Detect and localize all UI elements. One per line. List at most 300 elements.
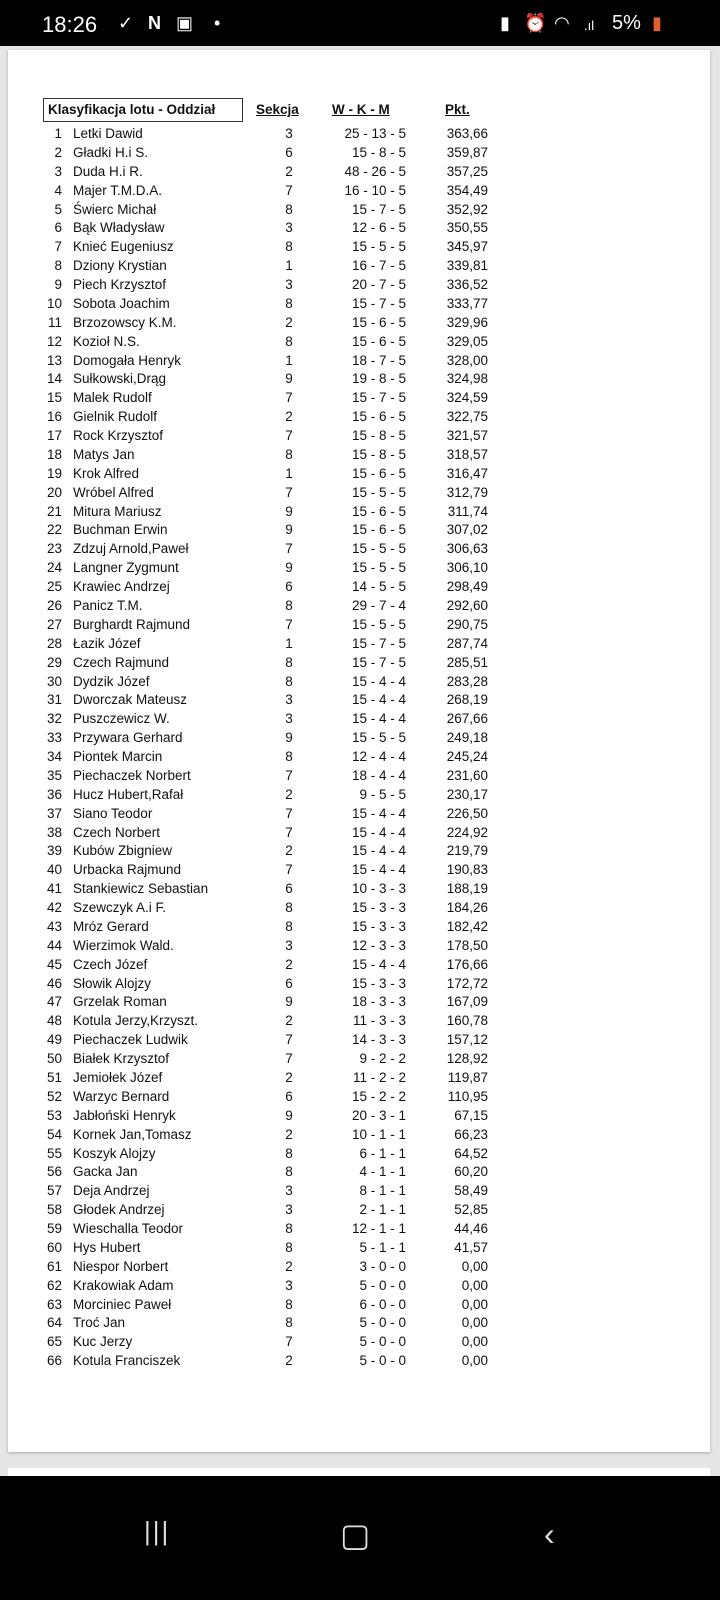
cell-wkm: 15 - 4 - 4 <box>351 673 406 689</box>
cell-name: Kuc Jerzy <box>73 1334 133 1350</box>
cell-wkm: 20 - 3 - 1 <box>351 1107 406 1123</box>
cell-name: Brzozowscy K.M. <box>73 314 177 330</box>
cell-rank: 46 <box>46 975 62 991</box>
table-row <box>8 277 710 296</box>
cell-sekcja: 9 <box>285 371 293 387</box>
cell-points: 267,66 <box>446 711 488 727</box>
cell-name: Piontek Marcin <box>73 749 163 765</box>
table-row <box>8 1183 710 1202</box>
cell-sekcja: 2 <box>285 409 293 425</box>
cell-points: 345,97 <box>446 239 488 255</box>
cell-rank: 36 <box>46 786 62 802</box>
cell-rank: 62 <box>46 1277 62 1293</box>
table-row <box>8 957 710 976</box>
cell-wkm: 15 - 6 - 5 <box>351 465 406 481</box>
recent-apps-button[interactable]: ||| <box>144 1516 171 1546</box>
cell-sekcja: 9 <box>285 994 293 1010</box>
cell-name: Dworczak Mateusz <box>73 692 188 708</box>
cell-name: Krakowiak Adam <box>73 1277 174 1293</box>
cell-points: 306,10 <box>446 560 488 576</box>
cell-sekcja: 8 <box>285 654 293 670</box>
cell-sekcja: 1 <box>285 635 293 651</box>
cell-sekcja: 8 <box>285 295 293 311</box>
document-page <box>8 50 710 1452</box>
cell-rank: 65 <box>46 1334 62 1350</box>
cell-points: 333,77 <box>446 295 488 311</box>
cell-name: Białek Krzysztof <box>73 1051 170 1067</box>
cell-rank: 49 <box>46 1032 62 1048</box>
cell-points: 322,75 <box>446 409 488 425</box>
cell-sekcja: 8 <box>285 201 293 217</box>
table-row <box>8 1278 710 1297</box>
table-row <box>8 504 710 523</box>
cell-name: Dydzik Józef <box>73 673 150 689</box>
table-row <box>8 1164 710 1183</box>
cell-sekcja: 3 <box>285 126 293 141</box>
cell-name: Buchman Erwin <box>73 522 168 538</box>
cell-wkm: 4 - 1 - 1 <box>359 1164 406 1180</box>
cell-points: 318,57 <box>446 446 488 462</box>
cell-rank: 9 <box>54 277 62 293</box>
cell-wkm: 15 - 8 - 5 <box>351 446 406 462</box>
cell-sekcja: 6 <box>285 1088 293 1104</box>
cell-wkm: 2 - 1 - 1 <box>359 1202 406 1218</box>
table-row <box>8 1334 710 1353</box>
cell-rank: 18 <box>46 446 62 462</box>
cell-wkm: 12 - 6 - 5 <box>351 220 406 236</box>
cell-name: Kotula Jerzy,Krzyszt. <box>73 1013 199 1029</box>
table-row <box>8 1032 710 1051</box>
cell-rank: 11 <box>47 314 62 330</box>
cell-rank: 40 <box>46 862 62 878</box>
cell-points: 110,95 <box>447 1088 488 1104</box>
cell-wkm: 6 - 1 - 1 <box>359 1145 406 1161</box>
cell-rank: 47 <box>46 994 62 1010</box>
cell-wkm: 15 - 7 - 5 <box>351 201 406 217</box>
table-row <box>8 1297 710 1316</box>
cell-rank: 3 <box>54 163 62 179</box>
cell-name: Dziony Krystian <box>73 258 167 274</box>
cell-wkm: 15 - 4 - 4 <box>351 824 406 840</box>
cell-sekcja: 2 <box>285 786 293 802</box>
cell-sekcja: 8 <box>285 673 293 689</box>
table-row <box>8 239 710 258</box>
cell-rank: 13 <box>46 352 62 368</box>
cell-sekcja: 7 <box>285 182 293 198</box>
cell-wkm: 15 - 4 - 4 <box>351 862 406 878</box>
cell-sekcja: 6 <box>285 881 293 897</box>
table-row <box>8 598 710 617</box>
cell-sekcja: 7 <box>285 1334 293 1350</box>
cell-points: 329,96 <box>446 314 488 330</box>
table-row <box>8 655 710 674</box>
battery-icon: ▮ <box>652 13 662 33</box>
cell-sekcja: 8 <box>285 333 293 349</box>
cell-rank: 38 <box>46 824 62 840</box>
table-row <box>8 164 710 183</box>
alarm-icon: ⏰ <box>524 13 547 33</box>
cell-rank: 21 <box>46 503 62 519</box>
cell-wkm: 15 - 7 - 5 <box>351 390 406 406</box>
cell-name: Mitura Mariusz <box>73 503 162 519</box>
cell-wkm: 11 - 2 - 2 <box>352 1070 406 1085</box>
table-row <box>8 1240 710 1259</box>
cell-name: Czech Rajmund <box>73 654 170 670</box>
cell-rank: 34 <box>46 749 62 765</box>
cell-name: Siano Teodor <box>73 805 153 821</box>
cell-rank: 27 <box>46 616 62 632</box>
table-row <box>8 447 710 466</box>
cell-wkm: 15 - 4 - 4 <box>351 843 406 859</box>
cell-rank: 44 <box>46 937 62 953</box>
cell-name: Głodek Andrzej <box>73 1202 165 1218</box>
cell-rank: 8 <box>54 258 62 274</box>
cell-name: Piech Krzysztof <box>73 277 167 293</box>
cell-wkm: 15 - 3 - 3 <box>351 918 406 934</box>
cell-wkm: 15 - 6 - 5 <box>351 409 406 425</box>
cell-wkm: 20 - 7 - 5 <box>351 277 406 293</box>
gallery-icon: ▣ <box>176 13 194 33</box>
cell-sekcja: 8 <box>285 1296 293 1312</box>
cell-wkm: 15 - 5 - 5 <box>351 239 406 255</box>
cell-wkm: 12 - 4 - 4 <box>351 749 406 765</box>
table-row <box>8 485 710 504</box>
cell-name: Troć Jan <box>73 1315 126 1331</box>
cell-name: Kornek Jan,Tomasz <box>73 1126 192 1142</box>
table-row <box>8 1089 710 1108</box>
cell-points: 359,87 <box>446 144 488 160</box>
classification-title: Klasyfikacja lotu - Oddział <box>43 98 243 122</box>
cell-wkm: 10 - 3 - 3 <box>351 881 406 897</box>
cell-sekcja: 8 <box>285 598 293 613</box>
cell-sekcja: 9 <box>285 560 293 576</box>
cell-wkm: 15 - 8 - 5 <box>351 428 406 444</box>
cell-sekcja: 3 <box>285 1183 293 1199</box>
cell-points: 249,18 <box>446 730 488 746</box>
cell-rank: 63 <box>46 1296 62 1312</box>
cell-wkm: 14 - 5 - 5 <box>351 579 406 595</box>
cell-points: 339,81 <box>446 258 488 274</box>
cell-sekcja: 1 <box>285 465 293 481</box>
cell-points: 287,74 <box>446 635 488 651</box>
cell-wkm: 16 - 10 - 5 <box>344 182 406 198</box>
n-app-icon: N <box>148 13 161 33</box>
cell-rank: 25 <box>46 579 62 595</box>
cell-wkm: 5 - 0 - 0 <box>359 1315 406 1331</box>
cell-sekcja: 7 <box>285 862 293 878</box>
cell-points: 66,23 <box>454 1126 488 1142</box>
cell-points: 245,24 <box>446 749 488 765</box>
home-button[interactable]: ▢ <box>340 1517 371 1553</box>
cell-name: Rock Krzysztof <box>73 428 164 444</box>
cell-points: 160,78 <box>446 1013 488 1029</box>
cell-rank: 56 <box>46 1164 62 1180</box>
wifi-icon: ◠ <box>554 13 570 33</box>
cell-points: 311,74 <box>447 503 488 519</box>
header-sekcja: Sekcja <box>256 102 299 117</box>
table-row <box>8 825 710 844</box>
cell-rank: 61 <box>46 1258 62 1274</box>
cell-wkm: 18 - 7 - 5 <box>351 352 406 368</box>
table-row <box>8 843 710 862</box>
table-row <box>8 711 710 730</box>
cell-name: Bąk Władysław <box>73 220 165 236</box>
cell-points: 354,49 <box>446 182 488 198</box>
cell-sekcja: 3 <box>285 711 293 727</box>
cell-name: Świerc Michał <box>73 201 157 217</box>
table-row <box>8 560 710 579</box>
cell-wkm: 15 - 5 - 5 <box>351 484 406 500</box>
table-row <box>8 1315 710 1334</box>
cell-wkm: 8 - 1 - 1 <box>359 1183 406 1199</box>
cell-points: 41,57 <box>454 1239 488 1255</box>
cell-name: Puszczewicz W. <box>73 711 170 727</box>
cell-name: Panicz T.M. <box>73 598 143 613</box>
cell-sekcja: 7 <box>285 428 293 444</box>
cell-points: 128,92 <box>446 1051 488 1067</box>
table-row <box>8 768 710 787</box>
table-row <box>8 806 710 825</box>
cell-name: Majer T.M.D.A. <box>73 182 163 198</box>
table-row <box>8 636 710 655</box>
cell-sekcja: 3 <box>285 692 293 708</box>
cell-name: Łazik Józef <box>73 635 141 651</box>
cell-name: Jemiołek Józef <box>73 1070 163 1085</box>
cell-wkm: 15 - 7 - 5 <box>351 295 406 311</box>
cell-wkm: 15 - 5 - 5 <box>351 616 406 632</box>
table-row <box>8 1051 710 1070</box>
cell-points: 312,79 <box>446 484 488 500</box>
cell-sekcja: 9 <box>285 1107 293 1123</box>
cell-wkm: 15 - 5 - 5 <box>351 560 406 576</box>
cell-wkm: 15 - 2 - 2 <box>351 1088 406 1104</box>
table-row <box>8 371 710 390</box>
table-row <box>8 541 710 560</box>
cell-sekcja: 8 <box>285 918 293 934</box>
cell-sekcja: 1 <box>285 258 293 274</box>
cell-points: 60,20 <box>454 1164 488 1180</box>
cell-rank: 42 <box>46 900 62 916</box>
cell-points: 329,05 <box>446 333 488 349</box>
cell-points: 290,75 <box>446 616 488 632</box>
cell-name: Czech Norbert <box>73 824 161 840</box>
cell-points: 178,50 <box>446 937 488 953</box>
cell-name: Gielnik Rudolf <box>73 409 158 425</box>
cell-points: 336,52 <box>446 277 488 293</box>
cell-points: 298,49 <box>446 579 488 595</box>
cell-wkm: 48 - 26 - 5 <box>344 163 406 179</box>
cell-sekcja: 8 <box>285 1145 293 1161</box>
cell-rank: 66 <box>46 1353 62 1369</box>
cell-rank: 60 <box>46 1239 62 1255</box>
cell-wkm: 12 - 1 - 1 <box>351 1221 406 1237</box>
cell-points: 58,49 <box>454 1183 488 1199</box>
cell-rank: 59 <box>46 1221 62 1237</box>
cell-rank: 7 <box>54 239 62 255</box>
cell-sekcja: 9 <box>285 730 293 746</box>
cell-name: Grzelak Roman <box>73 994 167 1010</box>
cell-rank: 24 <box>46 560 62 576</box>
table-row <box>8 938 710 957</box>
cell-rank: 5 <box>54 201 62 217</box>
cell-points: 352,92 <box>446 201 488 217</box>
table-row <box>8 1070 710 1089</box>
cell-sekcja: 2 <box>285 163 293 179</box>
cell-wkm: 15 - 7 - 5 <box>351 635 406 651</box>
cell-rank: 1 <box>54 126 62 141</box>
cell-sekcja: 1 <box>285 352 293 368</box>
cell-sekcja: 8 <box>285 1221 293 1237</box>
cell-name: Kotula Franciszek <box>73 1353 181 1369</box>
cell-sekcja: 3 <box>285 937 293 953</box>
cell-name: Krok Alfred <box>73 465 140 481</box>
battery-percent: 5% <box>612 12 641 34</box>
table-row <box>8 730 710 749</box>
cell-rank: 57 <box>46 1183 62 1199</box>
table-row <box>8 1108 710 1127</box>
cell-points: 350,55 <box>446 220 488 236</box>
cell-sekcja: 2 <box>285 1013 293 1029</box>
dot-icon: • <box>214 13 221 33</box>
cell-rank: 41 <box>46 881 62 897</box>
table-row <box>8 1259 710 1278</box>
header-wkm: W - K - M <box>332 102 390 117</box>
cell-sekcja: 2 <box>285 956 293 972</box>
cell-name: Stankiewicz Sebastian <box>73 881 209 897</box>
cell-name: Wierzimok Wald. <box>73 937 174 953</box>
table-row <box>8 787 710 806</box>
cell-sekcja: 7 <box>285 1032 293 1048</box>
cell-wkm: 15 - 3 - 3 <box>351 975 406 991</box>
cell-rank: 19 <box>46 465 62 481</box>
table-row <box>8 315 710 334</box>
cell-sekcja: 2 <box>285 1353 293 1369</box>
back-button[interactable]: ‹ <box>544 1516 555 1552</box>
cell-name: Przywara Gerhard <box>73 730 183 746</box>
table-row <box>8 617 710 636</box>
cell-wkm: 18 - 3 - 3 <box>351 994 406 1010</box>
cell-rank: 55 <box>46 1145 62 1161</box>
cell-points: 157,12 <box>446 1032 488 1048</box>
cell-sekcja: 8 <box>285 1239 293 1255</box>
cell-sekcja: 3 <box>285 220 293 236</box>
cell-wkm: 16 - 7 - 5 <box>351 258 406 274</box>
cell-wkm: 5 - 0 - 0 <box>359 1334 406 1350</box>
cell-name: Matys Jan <box>73 446 135 462</box>
cell-name: Hys Hubert <box>73 1239 141 1255</box>
cell-rank: 31 <box>46 692 62 708</box>
cell-points: 306,63 <box>446 541 488 557</box>
cell-points: 64,52 <box>454 1145 488 1161</box>
header-pkt: Pkt. <box>445 102 470 117</box>
cell-sekcja: 7 <box>285 484 293 500</box>
cell-points: 226,50 <box>446 805 488 821</box>
table-row <box>8 183 710 202</box>
cell-sekcja: 8 <box>285 239 293 255</box>
cell-wkm: 5 - 1 - 1 <box>359 1239 406 1255</box>
cell-wkm: 15 - 6 - 5 <box>351 503 406 519</box>
table-row <box>8 258 710 277</box>
cell-name: Knieć Eugeniusz <box>73 239 174 255</box>
cell-points: 0,00 <box>461 1258 488 1274</box>
table-row <box>8 1221 710 1240</box>
cell-points: 292,60 <box>446 598 488 613</box>
cell-rank: 37 <box>46 805 62 821</box>
cell-wkm: 9 - 5 - 5 <box>359 786 406 802</box>
status-bar <box>0 0 720 46</box>
cell-wkm: 3 - 0 - 0 <box>359 1258 406 1274</box>
signal-icon: .ıl <box>584 18 595 33</box>
cell-points: 0,00 <box>461 1296 488 1312</box>
cell-sekcja: 2 <box>285 314 293 330</box>
cell-points: 188,19 <box>446 881 488 897</box>
cell-sekcja: 3 <box>285 1277 293 1293</box>
cell-wkm: 15 - 5 - 5 <box>351 730 406 746</box>
cell-name: Wieschalla Teodor <box>73 1221 184 1237</box>
cell-points: 52,85 <box>454 1202 488 1218</box>
cell-points: 182,42 <box>446 918 488 934</box>
cell-points: 357,25 <box>446 163 488 179</box>
cell-wkm: 6 - 0 - 0 <box>359 1296 406 1312</box>
cell-rank: 48 <box>46 1013 62 1029</box>
table-row <box>8 919 710 938</box>
table-row <box>8 692 710 711</box>
cell-rank: 50 <box>46 1051 62 1067</box>
cell-sekcja: 8 <box>285 1164 293 1180</box>
cell-sekcja: 6 <box>285 975 293 991</box>
cell-sekcja: 2 <box>285 1126 293 1142</box>
table-row <box>8 749 710 768</box>
cell-name: Piechaczek Norbert <box>73 767 191 783</box>
cell-rank: 53 <box>46 1107 62 1123</box>
table-row <box>8 1013 710 1032</box>
cell-rank: 28 <box>46 635 62 651</box>
cell-rank: 52 <box>46 1088 62 1104</box>
cell-name: Słowik Alojzy <box>73 975 152 991</box>
cell-wkm: 12 - 3 - 3 <box>351 937 406 953</box>
cell-sekcja: 7 <box>285 805 293 821</box>
cell-wkm: 15 - 6 - 5 <box>351 333 406 349</box>
cell-rank: 20 <box>46 484 62 500</box>
cell-wkm: 15 - 4 - 4 <box>351 711 406 727</box>
cell-name: Letki Dawid <box>73 126 143 141</box>
cell-wkm: 15 - 8 - 5 <box>351 144 406 160</box>
cell-sekcja: 3 <box>285 1202 293 1218</box>
cell-name: Koszyk Alojzy <box>73 1145 156 1161</box>
cell-sekcja: 6 <box>285 144 293 160</box>
table-row <box>8 145 710 164</box>
table-row <box>8 296 710 315</box>
cell-points: 190,83 <box>446 862 488 878</box>
cell-points: 167,09 <box>446 994 488 1010</box>
cell-name: Sobota Joachim <box>73 295 170 311</box>
table-row <box>8 353 710 372</box>
cell-points: 184,26 <box>446 900 488 916</box>
table-row <box>8 466 710 485</box>
cell-name: Wróbel Alfred <box>73 484 154 500</box>
table-row <box>8 976 710 995</box>
cell-points: 268,19 <box>446 692 488 708</box>
cell-wkm: 19 - 8 - 5 <box>351 371 406 387</box>
table-row <box>8 334 710 353</box>
cell-points: 328,00 <box>446 352 488 368</box>
cell-name: Piechaczek Ludwik <box>73 1032 188 1048</box>
cell-points: 219,79 <box>446 843 488 859</box>
cell-points: 176,66 <box>446 956 488 972</box>
cell-wkm: 14 - 3 - 3 <box>351 1032 406 1048</box>
cell-name: Urbacka Rajmund <box>73 862 182 878</box>
cell-points: 230,17 <box>446 786 488 802</box>
